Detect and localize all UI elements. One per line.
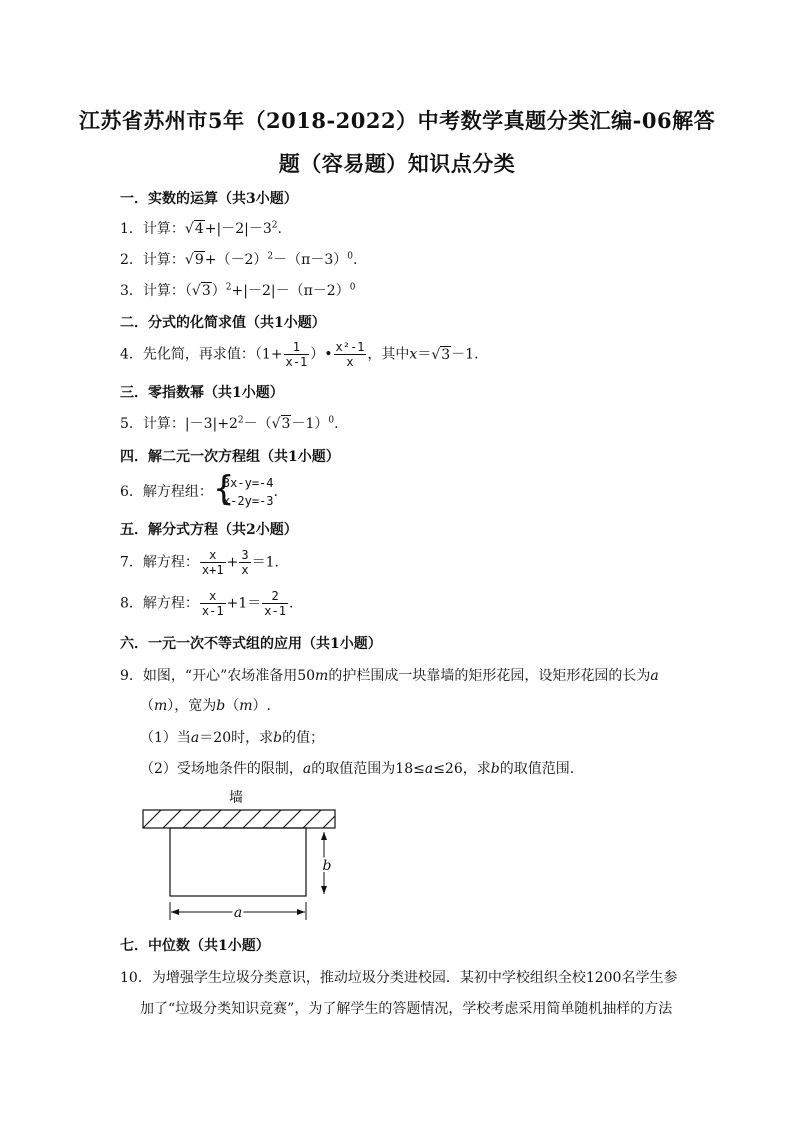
section-heading-2: 二．分式的化简求值（共1小题）: [120, 315, 326, 331]
wall-hatching: [143, 810, 341, 828]
problem-3: 3．计算：$(√3)^2+|-2|-(\pi-2)^0$: [120, 282, 356, 299]
doc-title-line1: 江苏省苏州市5年（2018-2022）中考数学真题分类汇编-06解答: [78, 108, 716, 133]
fraction: $\frac{2}{x-1}$: [264, 589, 286, 618]
problem-1: 1．计算：$√4+|-2|-3^2$.: [120, 220, 282, 237]
section-heading-5: 五．解分式方程（共2小题）: [120, 522, 298, 538]
fraction: $\frac{\text{x²-1}}{x}$: [335, 340, 365, 369]
section-heading-7: 七．中位数（共1小题）: [120, 938, 270, 954]
sqrt-symbol: √3: [271, 416, 291, 432]
fraction: $\frac{x}{x+1}$: [201, 548, 224, 577]
arrow-right-icon: [297, 909, 305, 915]
problem-10-line2: 加了“垃圾分类知识竞赛”，为了解学生的答题情况，学校考虑采用简单随机抽样的方法: [140, 1001, 673, 1017]
sqrt-symbol: √3: [431, 346, 451, 363]
doc-title-line2: 题（容易题）知识点分类: [278, 151, 516, 176]
sqrt-symbol: √9: [184, 252, 204, 268]
problem-6: 6．解方程组： { 3x-y=-4 x-2y=-3 .: [120, 469, 278, 509]
problem-8: 8．解方程： $\frac{x}{x-1}$ +1＝ $\frac{2}{x-1}$ .: [120, 589, 294, 618]
sqrt-symbol: √3: [191, 283, 211, 299]
section-heading-6: 六．一元一次不等式组的应用（共1小题）: [120, 636, 382, 652]
equation-system: { 3x-y=-4 x-2y=-3: [212, 469, 274, 509]
fraction: $\frac{x}{x-1}$: [201, 589, 224, 618]
brace-symbol: {: [212, 469, 235, 509]
problem-2: 2．计算：$√9+(-2)^2-(\pi-3)^0$.: [120, 251, 358, 268]
arrow-up-icon: [321, 832, 327, 840]
arrow-down-icon: [321, 886, 327, 894]
problem-9-question-1: （1）当a＝20时，求b的值；: [140, 730, 325, 746]
problem-9-question-2: （2）受场地条件的限制，a的取值范围为18≤a≤26，求b的取值范围.: [140, 761, 575, 777]
section-heading-1: 一．实数的运算（共3小题）: [120, 191, 298, 207]
fraction: $\frac{3}{x}$: [241, 548, 249, 577]
wall-label: 墙: [229, 790, 243, 806]
garden-rect: [170, 828, 306, 896]
sqrt-symbol: √4: [184, 221, 204, 237]
arrow-left-icon: [171, 909, 179, 915]
problem-5: 5．计算：$|-3|+2^2-(√3-1)^0$.: [120, 415, 339, 432]
problem-10-line1: 10．为增强学生垃圾分类意识，推动垃圾分类进校园．某初中学校组织全校1200名学生参: [120, 970, 678, 986]
problem-4: 4．先化简，再求值：（1+ $\frac{1}{x-1}$ ）• $\frac{\text{x²-1}}{x}$ ，其中x＝√3－1.: [120, 340, 479, 369]
b-label: b: [322, 858, 332, 874]
garden-figure: [140, 782, 350, 927]
problem-7: 7．解方程： $\frac{x}{x+1}$ + $\frac{3}{x}$ ＝1.: [120, 548, 279, 577]
problem-9-line2: （m），宽为b（m）.: [140, 698, 271, 714]
fraction: $\frac{1}{x-1}$: [285, 340, 308, 369]
section-heading-4: 四．解二元一次方程组（共1小题）: [120, 449, 340, 465]
a-label: a: [233, 905, 243, 921]
problem-9-line1: 9．如图，“开心”农场准备用50m的护栏围成一块靠墙的矩形花园，设矩形花园的长为a: [120, 668, 659, 684]
section-heading-3: 三．零指数幂（共1小题）: [120, 385, 284, 401]
